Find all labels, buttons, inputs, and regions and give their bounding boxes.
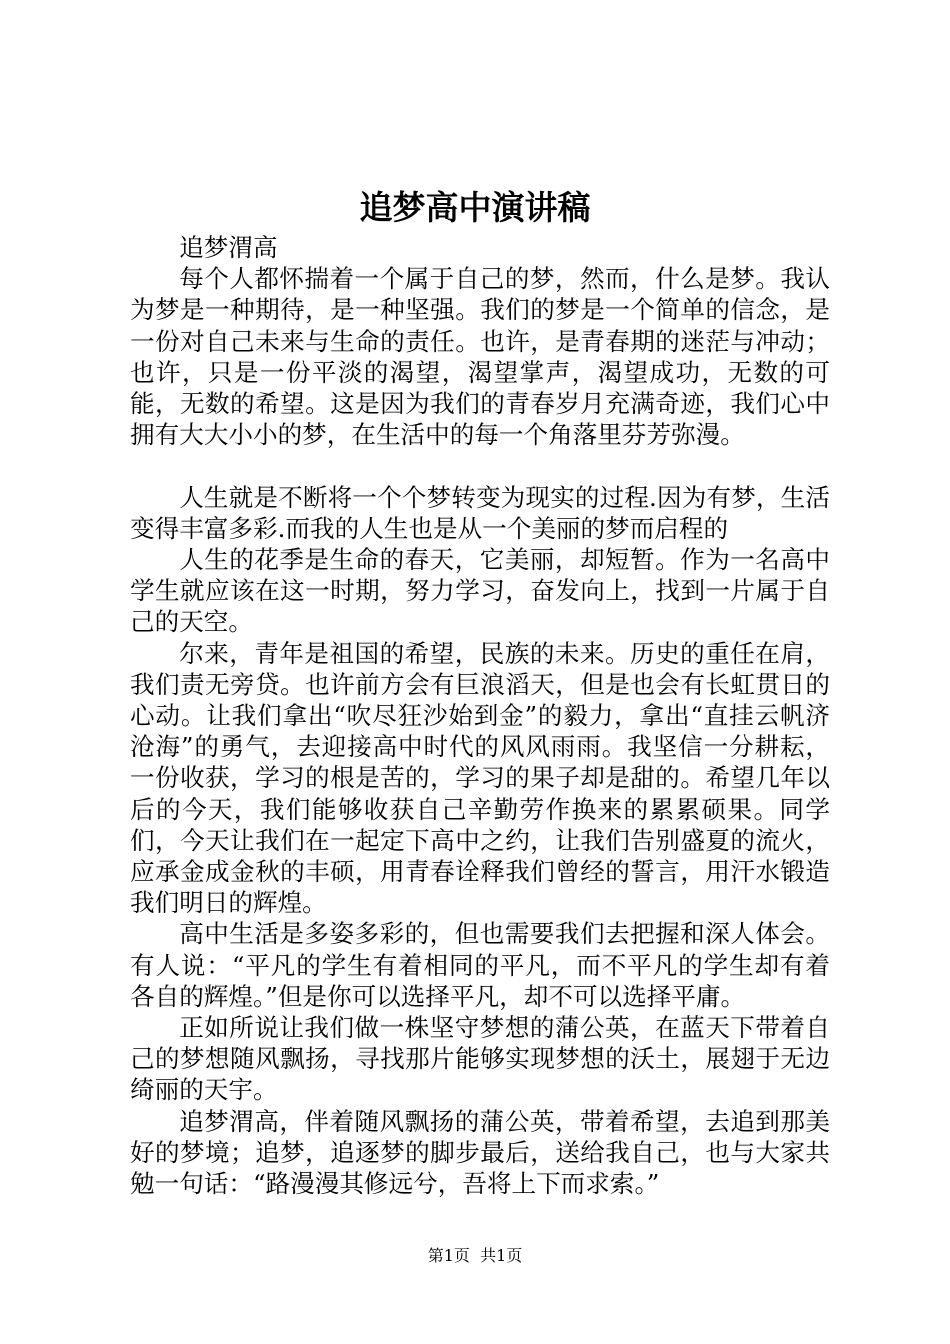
page-total: 共1页 (480, 1246, 523, 1265)
paragraph: 追梦渭高，伴着随风飘扬的蒲公英，带着希望，去追到那美好的梦境；追梦，追逐梦的脚步最后，送给我自己，也与大家共勉一句话：“路漫漫其修远兮，吾将上下而求索。” (130, 1106, 830, 1199)
document-title: 追梦高中演讲稿 (359, 188, 591, 227)
paragraph: 人生就是不断将一个个梦转变为现实的过程.因为有梦，生活变得丰富多彩.而我的人生也是从一个美丽的梦而启程的 (130, 482, 830, 543)
paragraph: 正如所说让我们做一株坚守梦想的蒲公英，在蓝天下带着自己的梦想随风飘扬，寻找那片能够实现梦想的沃土，展翅于无边绮丽的天宇。 (130, 1013, 830, 1105)
page-number: 第1页 (427, 1246, 470, 1265)
paragraph: 高中生活是多姿多彩的，但也需要我们去把握和深人体会。有人说：“平凡的学生有着相同的平凡，而不平凡的学生却有着各自的辉煌。”但是你可以选择平凡，却不可以选择平庸。 (130, 919, 830, 1011)
paragraph: 人生的花季是生命的春天，它美丽，却短暂。作为一名高中学生就应该在这一时期，努力学习，奋发向上，找到一片属于自己的天空。 (130, 545, 830, 637)
document-body (130, 232, 830, 1199)
subtitle-paragraph: 追梦渭高 (179, 233, 278, 262)
paragraph: 每个人都怀揣着一个属于自己的梦，然而，什么是梦。我认为梦是一种期待，是一种坚强。我们的梦是一个简单的信念，是一份对自己未来与生命的责任。也许，是青春期的迷茫与冲动；也许，只是一份平淡的渴望，渴望掌声，渴望成功，无数的可能，无数的希望。这是因为我们的青春岁月充满奇迹，我们心中拥有大大小小的梦，在生活中的每一个角落里芬芳弥漫。 (130, 264, 830, 450)
page-footer (0, 1244, 950, 1268)
paragraph: 尔来，青年是祖国的希望，民族的未来。历史的重任在肩，我们责无旁贷。也许前方会有巨浪滔天，但是也会有长虹贯日的心动。让我们拿出“吹尽狂沙始到金”的毅力，拿出“直挂云帆济沧海”的勇气，去迎接高中时代的风风雨雨。我坚信一分耕耘，一份收获，学习的根是苦的，学习的果子却是甜的。希望几年以后的今天，我们能够收获自己辛勤劳作换来的累累硕果。同学们，今天让我们在一起定下高中之约，让我们告别盛夏的流火，应承金成金秋的丰硕，用青春诠释我们曾经的誓言，用汗水锻造我们明日的辉煌。 (130, 638, 830, 918)
